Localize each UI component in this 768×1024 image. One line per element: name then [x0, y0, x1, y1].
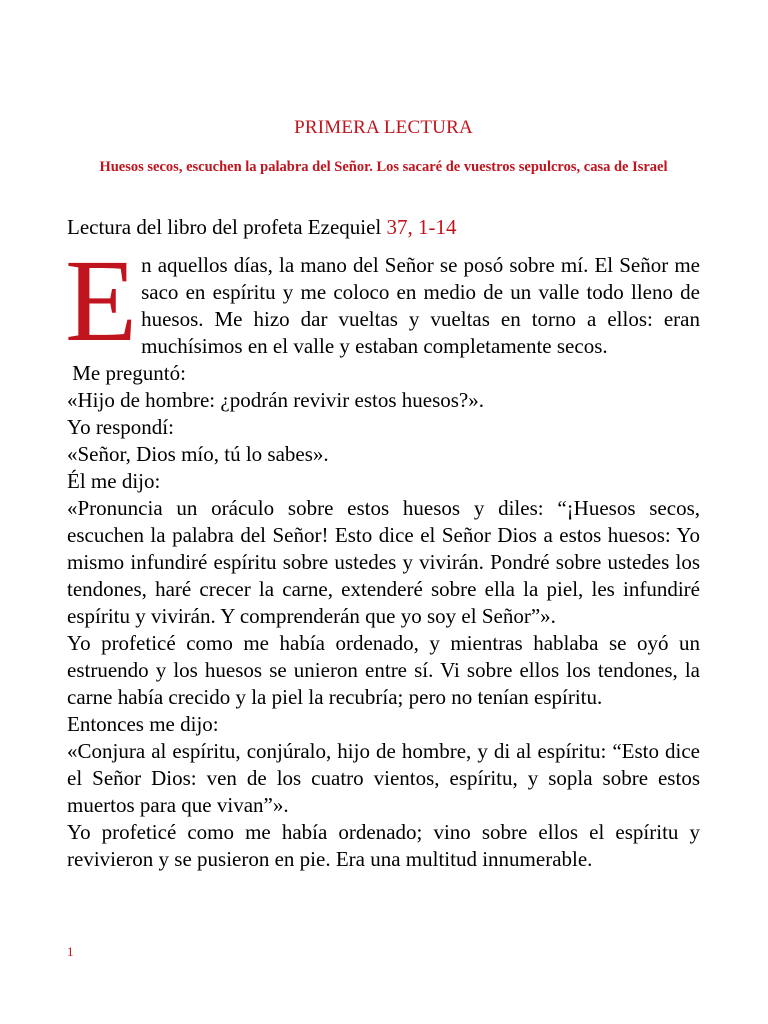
paragraph: Entonces me dijo:: [67, 712, 219, 736]
paragraph: Yo profeticé como me había ordenado; vino sobre ellos el espíritu y revivieron y se pusieron en pie. Era una multitud innumerable.: [67, 820, 700, 871]
drop-cap-letter: E: [65, 235, 138, 366]
paragraph: Me preguntó:: [67, 361, 186, 385]
paragraph: Yo respondí:: [67, 415, 174, 439]
paragraph: Yo profeticé como me había ordenado, y mientras hablaba se oyó un estruendo y los huesos se unieron entre sí. Vi sobre ellos los tendones, la carne había crecido y la piel la recubría; pero no tenían espíritu.: [67, 631, 700, 709]
paragraph: «Conjura al espíritu, conjúralo, hijo de hombre, y di al espíritu: “Esto dice el Señor Dios: ven de los cuatro vientos, espíritu, y sopla sobre estos muertos para que vivan”».: [67, 739, 700, 817]
reading-body: [65, 235, 700, 873]
reading-reference: 37, 1-14: [386, 215, 457, 239]
reading-source: [67, 213, 700, 241]
reading-subtitle: Huesos secos, escuchen la palabra del Señor. Los sacaré de vuestros sepulcros, casa de Israel: [99, 159, 668, 175]
first-paragraph-text: n aquellos días, la mano del Señor se posó sobre mí. El Señor me saco en espíritu y me coloco en medio de un valle todo lleno de huesos. Me hizo dar vueltas y vueltas en torno a ellos: eran muchísimos en el valle y estaban completamente secos.: [141, 253, 700, 358]
reading-heading: PRIMERA LECTURA: [294, 117, 473, 138]
paragraph: «Señor, Dios mío, tú lo sabes».: [67, 442, 329, 466]
reading-intro: Lectura del libro del profeta Ezequiel: [67, 215, 382, 239]
first-paragraph: [65, 235, 700, 366]
document-page: [67, 0, 700, 1024]
paragraph: «Hijo de hombre: ¿podrán revivir estos huesos?».: [67, 388, 484, 412]
paragraph: «Pronuncia un oráculo sobre estos huesos y diles: “¡Huesos secos, escuchen la palabra del Señor! Esto dice el Señor Dios a estos huesos: Yo mismo infundiré espíritu sobre ustedes y vivirán. Pondré sobre ustedes los tendones, haré crecer la carne, extenderé sobre ella la piel, les infundiré espíritu y vivirán. Y comprenderán que yo soy el Señor”».: [67, 496, 700, 628]
paragraph: Él me dijo:: [67, 469, 161, 493]
page-number: 1: [67, 944, 74, 959]
